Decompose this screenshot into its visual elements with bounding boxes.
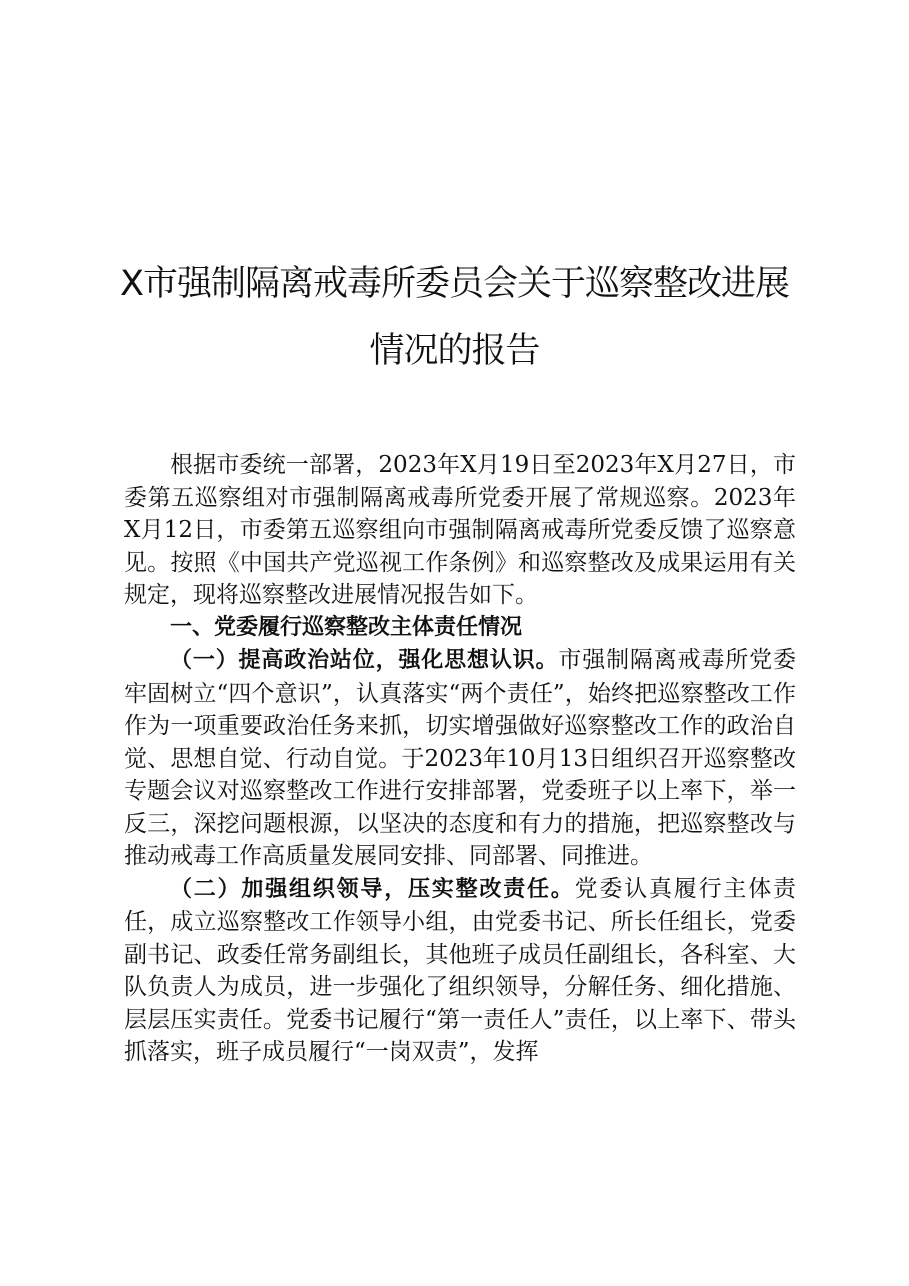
section-1-heading: 一、党委履行巡察整改主体责任情况 xyxy=(170,614,523,640)
document-title-line-2: 情况的报告 xyxy=(369,331,540,371)
item-1-lead: （一）提高政治站位，强化思想认识。 xyxy=(170,648,559,673)
item-2-body: 党委认真履行主体责任，成立巡察整改工作领导小组，由党委书记、所长任组长，党委副书记、政委任常务副组长，其他班子成员任副组长，各科室、大队负责人为成员，进一步强化了组织领导，分解任务、细化措施、层层压实责任。党委书记履行“第一责任人”责任，以上率下、带头抓落实，班子成员履行“一岗双责”，发挥 xyxy=(124,875,796,1065)
document-title-line-1: X市强制隔离戒毒所委员会关于巡察整改进展 xyxy=(120,264,789,304)
item-2-paragraph xyxy=(124,873,796,1069)
intro-paragraph: 根据市委统一部署，2023年X月19日至2023年X月27日，市委第五巡察组对市强制隔离戒毒所党委开展了常规巡察。2023年X月12日，市委第五巡察组向市强制隔离戒毒所党委反馈了巡察意见。按照《中国共产党巡视工作条例》和巡察整改及成果运用有关规定，现将巡察整改进展情况报告如下。 xyxy=(124,452,796,608)
document-body xyxy=(124,449,796,1069)
item-1-paragraph xyxy=(124,644,796,873)
item-1-body: 市强制隔离戒毒所党委牢固树立“四个意识”，认真落实“两个责任”，始终把巡察整改工作作为一项重要政治任务来抓，切实增强做好巡察整改工作的政治自觉、思想自觉、行动自觉。于2023年10月13日组织召开巡察整改专题会议对巡察整改工作进行安排部署，党委班子以上率下，举一反三，深挖问题根源，以坚决的态度和有力的措施，把巡察整改与推动戒毒工作高质量发展同安排、同部署、同推进。 xyxy=(124,647,797,869)
item-2-lead: （二）加强组织领导，压实整改责任。 xyxy=(170,876,575,902)
